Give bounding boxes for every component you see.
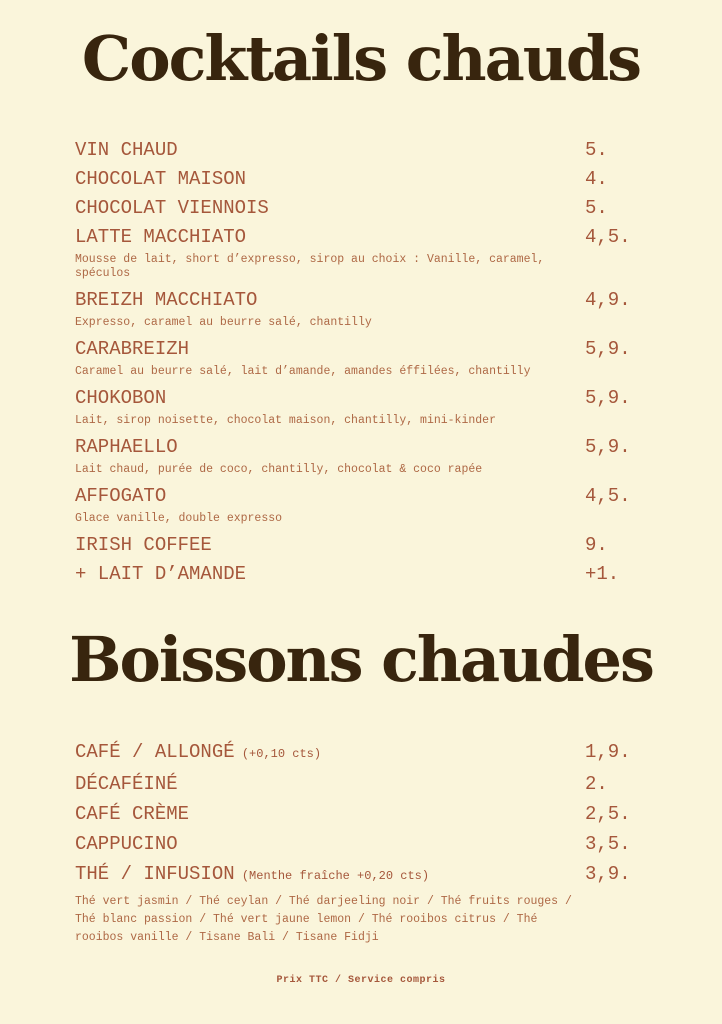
menu-item — [75, 531, 655, 560]
item-name: CHOCOLAT MAISON — [75, 168, 247, 190]
menu-item — [75, 165, 655, 194]
item-price: +1. — [585, 563, 620, 585]
item-price: 4. — [585, 168, 608, 190]
item-price: 1,9. — [585, 741, 631, 763]
menu-item — [75, 335, 655, 379]
menu-section — [0, 623, 722, 947]
item-price: 4,5. — [585, 485, 631, 507]
menu-item-row — [75, 859, 655, 891]
item-description: Caramel au beurre salé, lait d’amande, amandes éffilées, chantilly — [75, 365, 531, 378]
menu-item-row — [75, 737, 655, 769]
menu-item — [75, 737, 655, 769]
menu-item — [75, 384, 655, 428]
menu-item-row — [75, 165, 655, 194]
footer-note: Prix TTC / Service compris — [276, 975, 446, 986]
item-note: (+0,10 cts) — [234, 747, 322, 761]
item-name: LATTE MACCHIATO — [75, 226, 247, 248]
item-name: VIN CHAUD — [75, 139, 178, 161]
item-price: 4,9. — [585, 289, 631, 311]
item-description: Lait, sirop noisette, chocolat maison, chantilly, mini-kinder — [75, 414, 496, 427]
menu-item-row — [75, 799, 655, 829]
item-price: 5,9. — [585, 338, 631, 360]
item-name: CARABREIZH — [75, 338, 190, 360]
item-price: 3,5. — [585, 833, 631, 855]
menu-item — [75, 136, 655, 165]
item-price: 2,5. — [585, 803, 631, 825]
menu-item-row — [75, 194, 655, 223]
item-name: + LAIT D’AMANDE — [75, 563, 247, 585]
menu-item-row — [75, 482, 655, 511]
menu-item — [75, 859, 655, 947]
menu-item-row — [75, 335, 655, 364]
menu-item — [75, 829, 655, 859]
item-name: CHOKOBON — [75, 387, 167, 409]
item-price: 5. — [585, 197, 608, 219]
menu-item — [75, 223, 655, 281]
section-items — [75, 136, 655, 589]
item-description: Lait chaud, purée de coco, chantilly, chocolat & coco rapée — [75, 463, 483, 476]
menu-item — [75, 194, 655, 223]
menu-item-row — [75, 769, 655, 799]
menu-item-row — [75, 433, 655, 462]
item-name: BREIZH MACCHIATO — [75, 289, 258, 311]
item-price: 9. — [585, 534, 608, 556]
menu-item — [75, 560, 655, 589]
item-description: Expresso, caramel au beurre salé, chantilly — [75, 316, 372, 329]
item-price: 3,9. — [585, 863, 631, 885]
item-name: RAPHAELLO — [75, 436, 178, 458]
item-name: IRISH COFFEE — [75, 534, 212, 556]
item-price: 5. — [585, 139, 608, 161]
menu-item-row — [75, 136, 655, 165]
item-price: 2. — [585, 773, 608, 795]
item-name: CAFÉ CRÈME — [75, 803, 190, 825]
menu-item — [75, 286, 655, 330]
menu-item-row — [75, 531, 655, 560]
item-name: CAPPUCINO — [75, 833, 178, 855]
menu-section — [0, 22, 722, 589]
menu-item — [75, 769, 655, 799]
item-note: (Menthe fraîche +0,20 cts) — [234, 869, 430, 883]
menu-item — [75, 433, 655, 477]
item-price: 5,9. — [585, 436, 631, 458]
item-name: AFFOGATO — [75, 485, 167, 507]
menu-item-row — [75, 829, 655, 859]
menu-item — [75, 482, 655, 526]
item-name: THÉ / INFUSION — [75, 863, 235, 885]
item-name: DÉCAFÉINÉ — [75, 773, 178, 795]
menu-item-row — [75, 223, 655, 252]
menu-item-row — [75, 384, 655, 413]
section-title: Boissons chaudes — [69, 623, 653, 696]
item-description: Thé vert jasmin / Thé ceylan / Thé darjeeling noir / Thé fruits rouges / Thé blanc passion / Thé vert jaune lemon / Thé rooibos citrus / Thé rooibos vanille / Tisane Bali / Tisane Fidji — [75, 895, 572, 944]
item-name: CAFÉ / ALLONGÉ — [75, 741, 235, 763]
menu-item-row — [75, 560, 655, 589]
item-description: Glace vanille, double expresso — [75, 512, 283, 525]
item-name: CHOCOLAT VIENNOIS — [75, 197, 269, 219]
item-price: 5,9. — [585, 387, 631, 409]
menu-item — [75, 799, 655, 829]
item-description: Mousse de lait, short d’expresso, sirop au choix : Vanille, caramel, spéculos — [75, 253, 545, 280]
menu-item-row — [75, 286, 655, 315]
section-title: Cocktails chauds — [81, 22, 641, 95]
item-price: 4,5. — [585, 226, 631, 248]
section-items — [75, 737, 655, 947]
